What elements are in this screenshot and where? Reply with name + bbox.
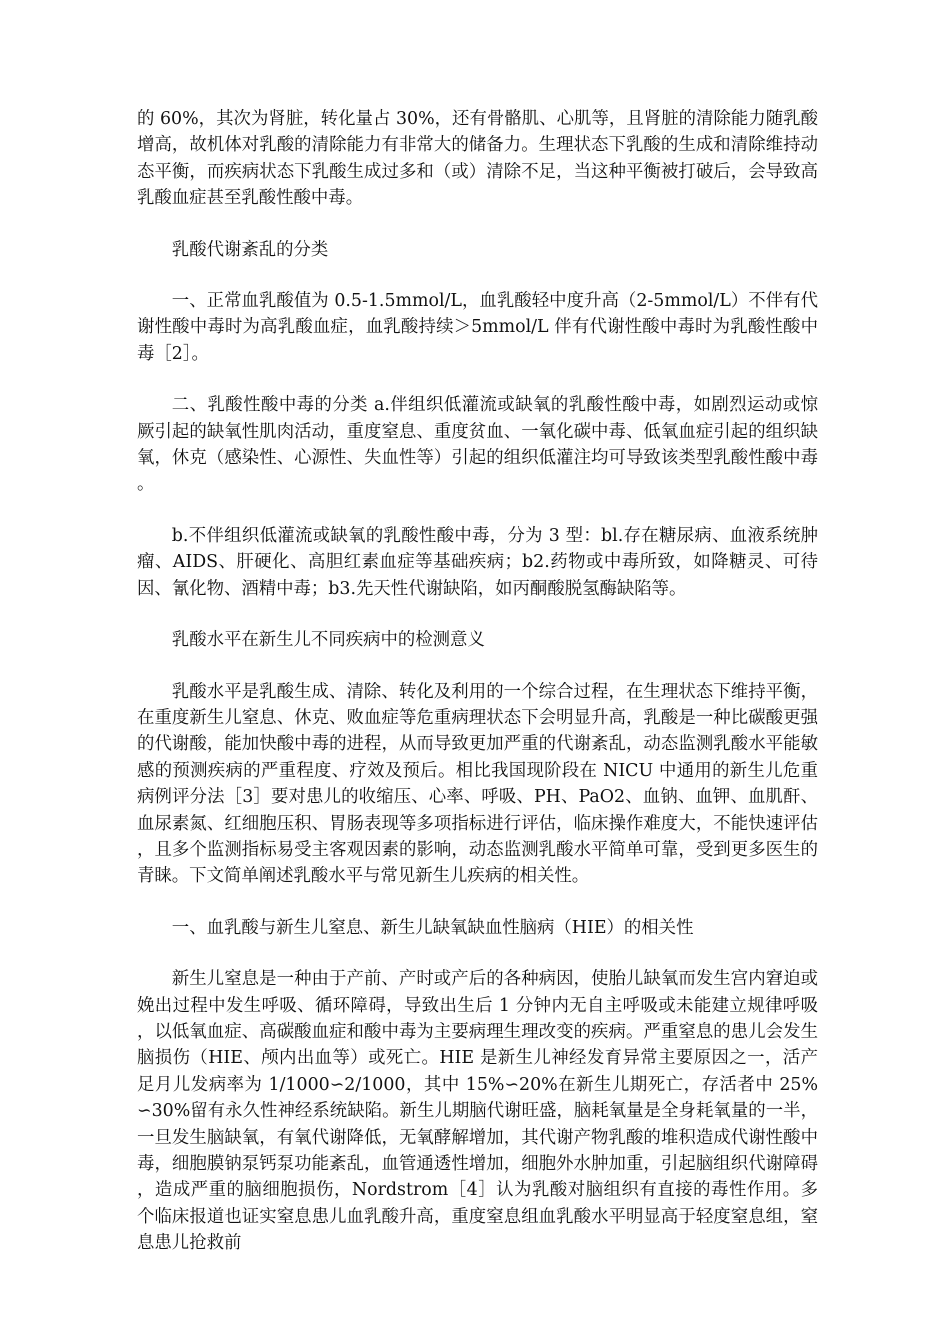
paragraph-acidosis-type-b: b.不伴组织低灌流或缺氧的乳酸性酸中毒，分为 3 型：bl.存在糖尿病、血液系统肿瘤、AIDS、肝硬化、高胆红素血症等基础疾病；b2.药物或中毒所致，如降糖灵、可待因、氰化物、酒精中毒；b3.先天性代谢缺陷，如丙酮酸脱氢酶缺陷等。 [137,525,818,599]
section-heading-detection-significance: 乳酸水平在新生儿不同疾病中的检测意义 [171,630,485,651]
paragraph-continuation: 的 60%，其次为肾脏，转化量占 30%，还有骨骼肌、心肌等，且肾脏的清除能力随乳酸增高，故机体对乳酸的清除能力有非常大的储备力。生理状态下乳酸的生成和清除维持动态平衡，而疾病状态下乳酸生成过多和（或）清除不足，当这种平衡被打破后，会导致高乳酸血症甚至乳酸性酸中毒。 [137,109,818,209]
paragraph-lactate-normal-range: 一、正常血乳酸值为 0.5-1.5mmol/L，血乳酸轻中度升高（2-5mmol/L）不伴有代谢性酸中毒时为高乳酸血症，血乳酸持续＞5mmol/L 伴有代谢性酸中毒时为乳酸性酸中毒［2］。 [137,291,818,364]
section-heading-classification: 乳酸代谢紊乱的分类 [171,239,329,260]
section-heading-asphyxia-hie: 一、血乳酸与新生儿窒息、新生儿缺氧缺血性脑病（HIE）的相关性 [171,917,694,938]
document-body [137,106,818,1282]
paragraph-asphyxia-hie: 新生儿窒息是一种由于产前、产时或产后的各种病因，使胎儿缺氧而发生宫内窘迫或娩出过程中发生呼吸、循环障碍，导致出生后 1 分钟内无自主呼吸或未能建立规律呼吸，以低氧血症、高碳酸血症和酸中毒为主要病理生理改变的疾病。严重窒息的患儿会发生脑损伤（HIE、颅内出血等）或死亡。HIE 是新生儿神经发育异常主要原因之一，活产足月儿发病率为 1/1000∽2/1000，其中 15%∽20%在新生儿期死亡，存活者中 25%∽30%留有永久性神经系统缺陷。新生儿期脑代谢旺盛，脑耗氧量是全身耗氧量的一半，一旦发生脑缺氧，有氧代谢降低，无氧酵解增加，其代谢产物乳酸的堆积造成代谢性酸中毒，细胞膜钠泵钙泵功能紊乱，血管通透性增加，细胞外水肿加重，引起脑组织代谢障碍，造成严重的脑细胞损伤，Nordstrom［4］认为乳酸对脑组织有直接的毒性作用。多个临床报道也证实窒息患儿血乳酸升高，重度窒息组血乳酸水平明显高于轻度窒息组，窒息患儿抢救前 [137,969,818,1254]
paragraph-acidosis-type-a: 二、乳酸性酸中毒的分类 a.伴组织低灌流或缺氧的乳酸性酸中毒，如剧烈运动或惊厥引起的缺氧性肌肉活动，重度窒息、重度贫血、一氧化碳中毒、低氧血症引起的组织缺氧，休克（感染性、心源性、失血性等）引起的组织低灌注均可导致该类型乳酸性酸中毒。 [137,395,818,495]
paragraph-lactate-level-overview: 乳酸水平是乳酸生成、清除、转化及利用的一个综合过程，在生理状态下维持平衡，在重度新生儿窒息、休克、败血症等危重病理状态下会明显升高，乳酸是一种比碳酸更强的代谢酸，能加快酸中毒的进程，从而导致更加严重的代谢紊乱，动态监测乳酸水平能敏感的预测疾病的严重程度、疗效及预后。相比我国现阶段在 NICU 中通用的新生儿危重病例评分法［3］要对患儿的收缩压、心率、呼吸、PH、PaO2、血钠、血钾、血肌酐、血尿素氮、红细胞压积、胃肠表现等多项指标进行评估，临床操作难度大，不能快速评估，且多个监测指标易受主客观因素的影响，动态监测乳酸水平简单可靠，受到更多医生的青睐。下文简单阐述乳酸水平与常见新生儿疾病的相关性。 [137,681,818,887]
